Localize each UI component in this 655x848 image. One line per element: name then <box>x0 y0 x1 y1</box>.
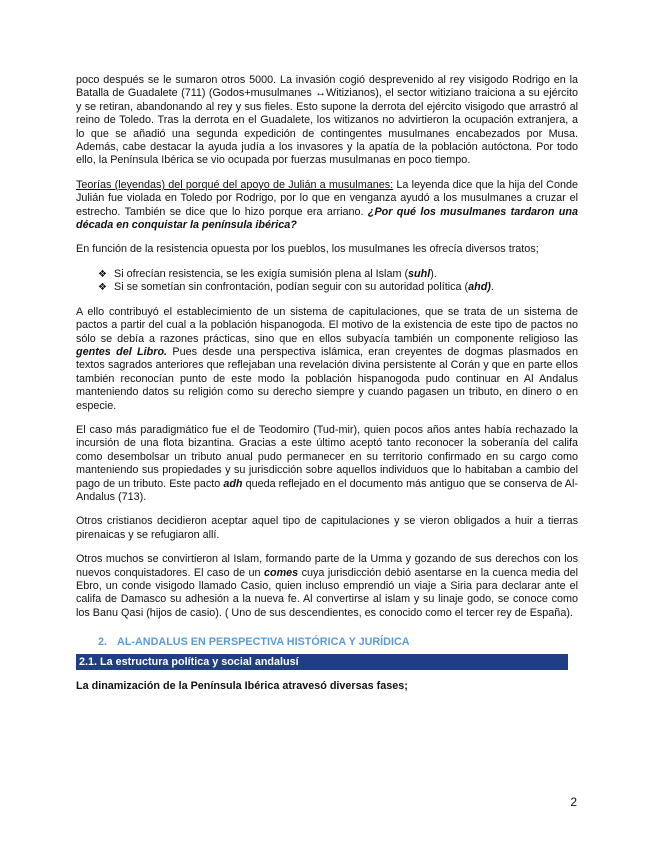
capitulations-text-b: Pues desde una perspectiva islámica, eran creyentes de dogmas plasmados en textos sagrados anteriores que reflejaban una revelación divina persistente al Corán y que en parte ellos también reconocían punto de este modo la población hispanogoda pudo continuar en Al Andalus manteniendo datos su religión como su derecho siempre y cuando pagasen un tributo, en dinero o en especie. <box>76 345 578 412</box>
capitulations-term: gentes del Libro. <box>76 345 168 358</box>
list-item <box>98 281 578 294</box>
treatments-list <box>76 268 578 295</box>
section-title: AL-ANDALUS EN PERSPECTIVA HISTÓRICA Y JURÍDICA <box>117 636 410 649</box>
bullet-term: ahd) <box>468 281 491 294</box>
paragraph-julian-theories <box>76 179 578 233</box>
paragraph-invasion: poco después se le sumaron otros 5000. La invasión cogió desprevenido al rey visigodo Rodrigo en la Batalla de Guadalete (711) (Godos+musulmanes ↔Witizianos), el sector witiziano traiciona a su ejército y se retiran, abandonando al rey y sus fieles. Esto supone la derrota del ejército visigodo que arrastró al reino de Toledo. Tras la derrota en el Guadalete, los witizanos no advirtieron la ocupación extranjera, a lo que se añadió una segunda expedición de contingentes musulmanes encabezados por Musa. Además, cabe destacar la ayuda judía a los invasores y la apatía de la población autóctona. Por todo ello, la Península Ibérica se vio ocupada por fuerzas musulmanas en poco tiempo. <box>76 74 578 167</box>
document-page <box>76 74 578 694</box>
lead-line: La dinamización de la Península Ibérica atravesó diversas fases; <box>76 680 408 693</box>
julian-theories-heading: Teorías (leyendas) del porqué del apoyo de Julián a musulmanes: <box>76 178 394 191</box>
bullet-end: ). <box>430 267 437 280</box>
subsection-bar: 2.1. La estructura política y social andalusí <box>76 654 568 670</box>
diamond-bullet-icon: ❖ <box>98 268 107 280</box>
paragraph-conversion <box>76 553 578 620</box>
teodomiro-text-a: El caso más paradigmático fue el de Teodomiro (Tud-mir), quien pocos años antes había rechazado la incursión de una flota bizantina. Gracias a este último aceptó tanto reconocer la soberanía del califa como desembolsar un tributo anual pudo permanecer en su territorio confirmado en su cargo como manteniendo sus propiedades y su jurisdicción sobre aquellos individuos que lo habitaban a cambio del pago de un tributo. Este pacto <box>76 423 578 490</box>
bullet-text: Si ofrecían resistencia, se les exigía sumisión plena al Islam ( <box>114 267 409 280</box>
conversion-term: comes <box>263 566 299 579</box>
paragraph-capitulations <box>76 306 578 413</box>
bullet-term: suhl <box>408 267 431 280</box>
conversion-text-a: Otros muchos se convirtieron al Islam, formando parte de la Umma y gozando de sus derechos con los nuevos conquistadores. El caso de un <box>76 553 578 579</box>
section-heading <box>98 636 578 648</box>
julian-theories-question: ¿Por qué los musulmanes tardaron una década en conquistar la península ibérica? <box>76 205 578 232</box>
bullet-end: . <box>490 281 494 294</box>
section-number: 2. <box>98 636 108 649</box>
page-number: 2 <box>570 795 577 809</box>
teodomiro-term: adh <box>223 477 243 490</box>
bullet-text: Si se sometían sin confrontación, podían seguir con su autoridad política ( <box>114 281 469 294</box>
teodomiro-text-b: queda reflejado en el documento más antiguo que se conserva de Al-Andalus (713). <box>76 477 578 503</box>
capitulations-text-a: A ello contribuyó el establecimiento de un sistema de capitulaciones, que se trata de un sistema de pactos a partir del cual a la población hispanogoda. El motivo de la existencia de este tipo de pactos no sólo se debía a razones prácticas, sino que en ellos subyacía también un componente religioso las <box>76 305 578 345</box>
paragraph-teodomiro <box>76 424 578 504</box>
paragraph-treatments: En función de la resistencia opuesta por los pueblos, los musulmanes les ofrecía diversos tratos; <box>76 243 539 256</box>
julian-theories-text: La leyenda dice que la hija del Conde Julián fue violada en Toledo por Rodrigo, por lo que en venganza ayudó a los musulmanes a cruzar el estrecho. También se dice que lo hizo porque era arriano. <box>76 178 578 218</box>
diamond-bullet-icon: ❖ <box>98 282 107 294</box>
paragraph-other-christians: Otros cristianos decidieron aceptar aquel tipo de capitulaciones y se vieron obligados a huir a tierras pirenaicas y se refugiaron allí. <box>76 515 578 541</box>
conversion-text-b: cuya jurisdicción debió asentarse en la cuenca media del Ebro, un conde visigodo llamado Casio, quien incluso emprendió un viaje a Siria para declarar ante el califa de Damasco su adhesión a la nueva fe. Al convertirse al islam y su linaje godo, se conoce como los Banu Qasi (hijos de casio). ( Uno de sus descendientes, es conocido como el tercer rey de España). <box>76 566 579 619</box>
list-item <box>98 268 578 281</box>
